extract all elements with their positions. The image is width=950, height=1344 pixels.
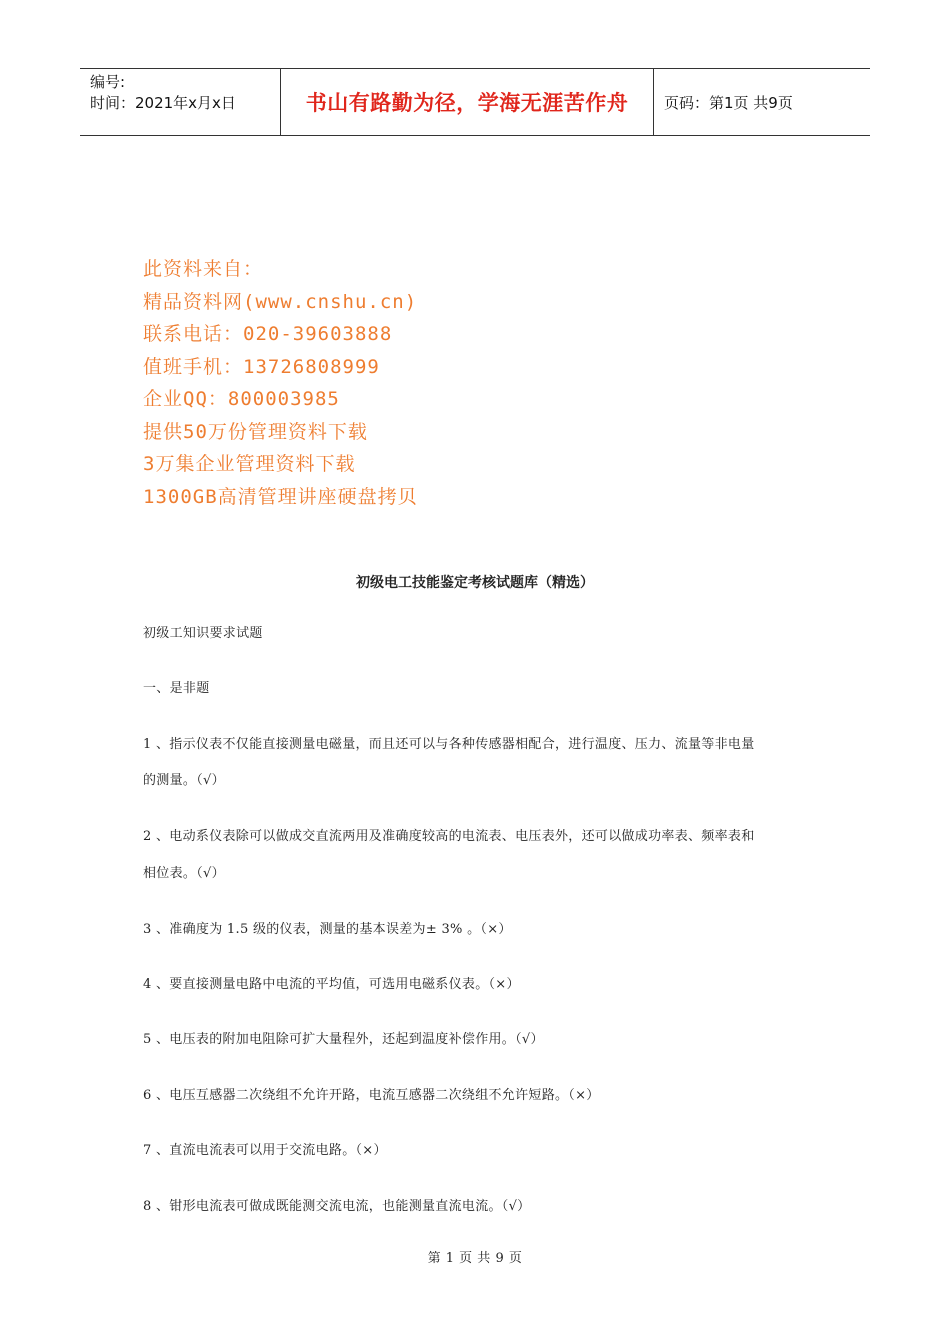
section-heading: 一、是非题 bbox=[143, 681, 210, 696]
question-line: 5 、电压表的附加电阻除可扩大量程外，还起到温度补偿作用。（√） bbox=[143, 1032, 544, 1047]
document-subtitle: 初级工知识要求试题 bbox=[143, 626, 263, 641]
question-line: 的测量。（√） bbox=[143, 773, 225, 788]
question-line: 3 、准确度为 1.5 级的仪表，测量的基本误差为± 3% 。（×） bbox=[143, 922, 512, 937]
promo-line-phone: 联系电话：020-39603888 bbox=[143, 323, 393, 345]
document-title: 初级电工技能鉴定考核试题库（精选） bbox=[356, 575, 594, 591]
promo-line-source: 此资料来自： bbox=[143, 258, 264, 280]
promo-line-qq: 企业QQ：800003985 bbox=[143, 388, 340, 410]
promo-line-offer-3: 1300GB高清管理讲座硬盘拷贝 bbox=[143, 485, 418, 508]
header-page-cell bbox=[654, 69, 870, 135]
page-number-label: 页码：第1页 共9页 bbox=[664, 93, 793, 112]
promo-line-mobile: 值班手机：13726808999 bbox=[143, 355, 380, 378]
page-footer: 第 1 页 共 9 页 bbox=[427, 1251, 523, 1266]
header-motto-cell bbox=[281, 69, 654, 135]
question-line: 8 、钳形电流表可做成既能测交流电流，也能测量直流电流。（√） bbox=[143, 1199, 531, 1214]
question-line: 6 、电压互感器二次绕组不允许开路，电流互感器二次绕组不允许短路。（×） bbox=[143, 1088, 600, 1103]
question-line: 7 、直流电流表可以用于交流电路。（×） bbox=[143, 1143, 387, 1158]
promo-block bbox=[143, 253, 843, 513]
page-header bbox=[80, 68, 870, 136]
time-label: 时间：2021年x月x日 bbox=[90, 94, 236, 112]
promo-line-offer-2: 3万集企业管理资料下载 bbox=[143, 453, 356, 475]
header-meta-cell bbox=[80, 69, 281, 135]
question-line: 1 、指示仪表不仅能直接测量电磁量，而且还可以与各种传感器相配合，进行温度、压力、流量等非电量 bbox=[143, 737, 755, 752]
question-line: 4 、要直接测量电路中电流的平均值，可选用电磁系仪表。（×） bbox=[143, 977, 520, 992]
question-line: 相位表。（√） bbox=[143, 866, 225, 881]
number-label: 编号: bbox=[90, 73, 126, 91]
motto-text: 书山有路勤为径，学海无涯苦作舟 bbox=[305, 91, 629, 115]
promo-line-offer-1: 提供50万份管理资料下载 bbox=[143, 420, 368, 443]
promo-line-website: 精品资料网(www.cnshu.cn) bbox=[143, 290, 418, 313]
question-line: 2 、电动系仪表除可以做成交直流两用及准确度较高的电流表、电压表外，还可以做成功率表、频率表和 bbox=[143, 829, 755, 844]
